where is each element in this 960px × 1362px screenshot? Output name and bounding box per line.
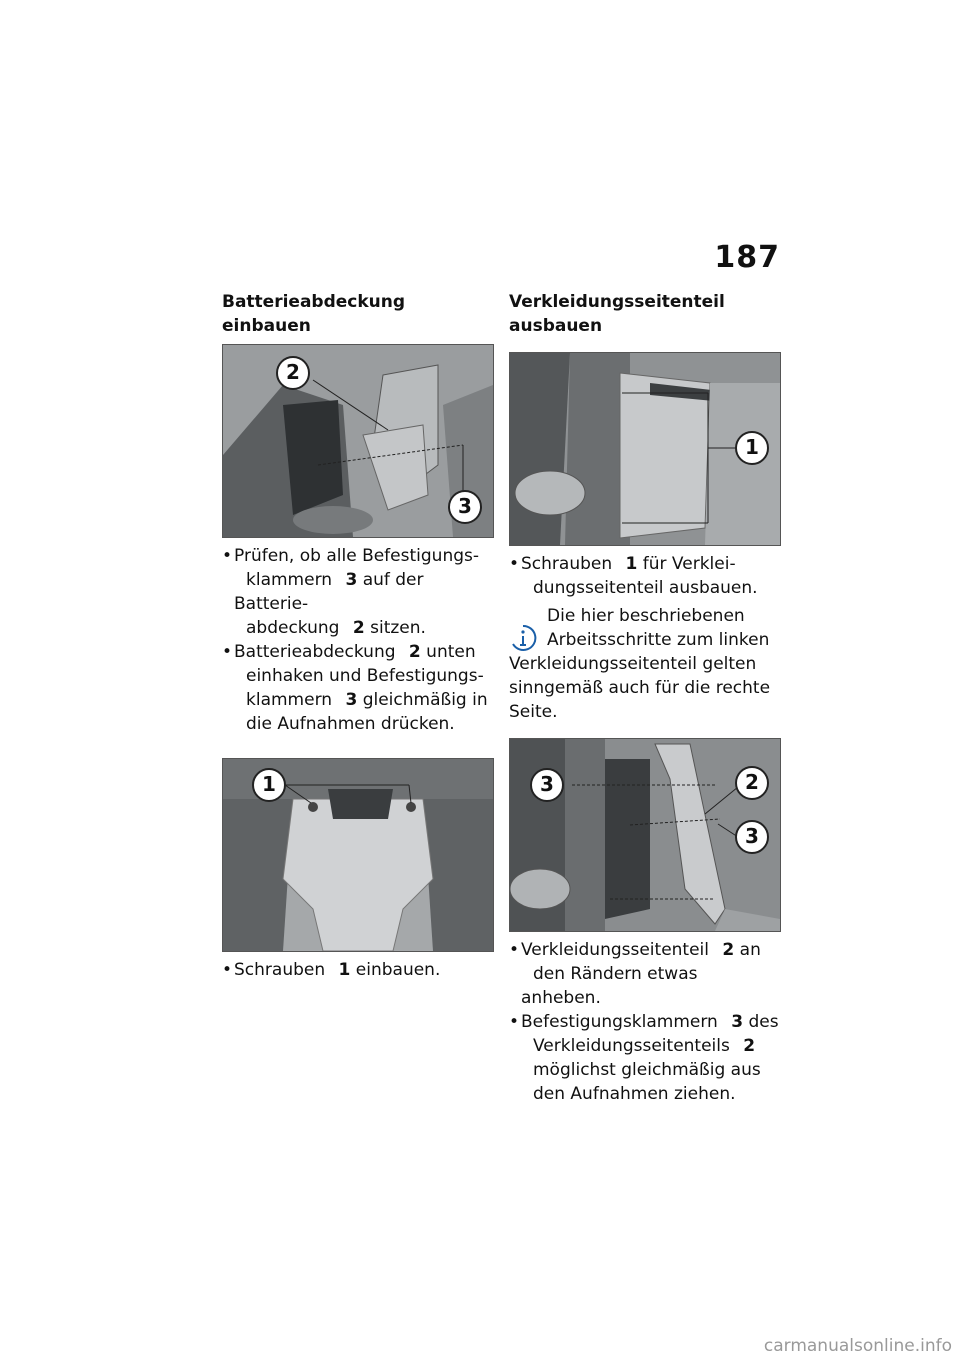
callout-1: 1 <box>262 772 276 796</box>
reference-number: 3 <box>731 1012 744 1032</box>
figure-screws-center <box>222 758 494 952</box>
reference-number: 2 <box>352 618 365 638</box>
list-item: • Befestigungsklammern 3 des Verkleidungsseitenteils 2 möglichst gleichmäßig aus den Aufnahmen ziehen. <box>509 1012 779 1104</box>
reference-number: 3 <box>345 570 358 590</box>
figure-side-panel-clips <box>509 738 781 932</box>
bullet: • <box>509 1012 520 1032</box>
list-item: • Prüfen, ob alle Befestigungs- klammern 3 auf der Batterie- abdeckung 2 sitzen. <box>222 546 479 638</box>
step-list-battery-cover <box>222 544 494 736</box>
callout-3: 3 <box>458 494 472 518</box>
side-panel-clips-illustration <box>510 739 780 931</box>
step-list-screws-install <box>222 958 494 982</box>
section-heading-battery-cover: Batterieabdeckung einbauen <box>222 292 406 336</box>
figure-side-panel-screws <box>509 352 781 546</box>
bullet: • <box>509 940 520 960</box>
list-item: • Verkleidungsseitenteil 2 an den Rändern etwas anheben. <box>509 940 761 1008</box>
note-line: Seite. <box>509 702 558 722</box>
bullet: • <box>222 960 233 980</box>
note-line: Verkleidungsseitenteil gelten <box>509 654 757 674</box>
note-line: Arbeitsschritte zum linken <box>547 630 770 650</box>
reference-number: 2 <box>722 940 735 960</box>
callout-2: 2 <box>745 770 759 794</box>
bullet: • <box>222 642 233 662</box>
step-list-side-panel-clips <box>509 938 781 1106</box>
footer-watermark[interactable]: carmanualsonline.info <box>763 1336 952 1356</box>
reference-number: 3 <box>345 690 358 710</box>
step-list-side-panel-screws <box>509 552 781 600</box>
info-icon <box>509 624 537 652</box>
page-number: 187 <box>714 240 780 275</box>
callout-3: 3 <box>745 824 759 848</box>
callout-3: 3 <box>540 772 554 796</box>
callout-2: 2 <box>286 360 300 384</box>
callout-1: 1 <box>745 435 759 459</box>
note-line: Die hier beschriebenen <box>547 606 745 626</box>
list-item: • Batterieabdeckung 2 unten einhaken und Befestigungs- klammern 3 gleichmäßig in die Aufnahmen drücken. <box>222 642 488 734</box>
right-column <box>509 290 781 1106</box>
info-note <box>509 604 781 724</box>
battery-cover-illustration <box>223 345 493 537</box>
note-line: sinngemäß auch für die rechte <box>509 678 771 698</box>
side-panel-screws-illustration <box>510 353 780 545</box>
section-heading-side-panel: Verkleidungsseitenteil ausbauen <box>509 292 725 336</box>
reference-number: 2 <box>408 642 421 662</box>
bullet: • <box>222 546 233 566</box>
reference-number: 2 <box>743 1036 756 1056</box>
figure-battery-cover <box>222 344 494 538</box>
list-item: • Schrauben 1 einbauen. <box>222 960 441 980</box>
left-column <box>222 290 494 982</box>
reference-number: 1 <box>625 554 638 574</box>
list-item: • Schrauben 1 für Verklei- dungsseitenteil ausbauen. <box>509 554 758 598</box>
bullet: • <box>509 554 520 574</box>
reference-number: 1 <box>338 960 351 980</box>
